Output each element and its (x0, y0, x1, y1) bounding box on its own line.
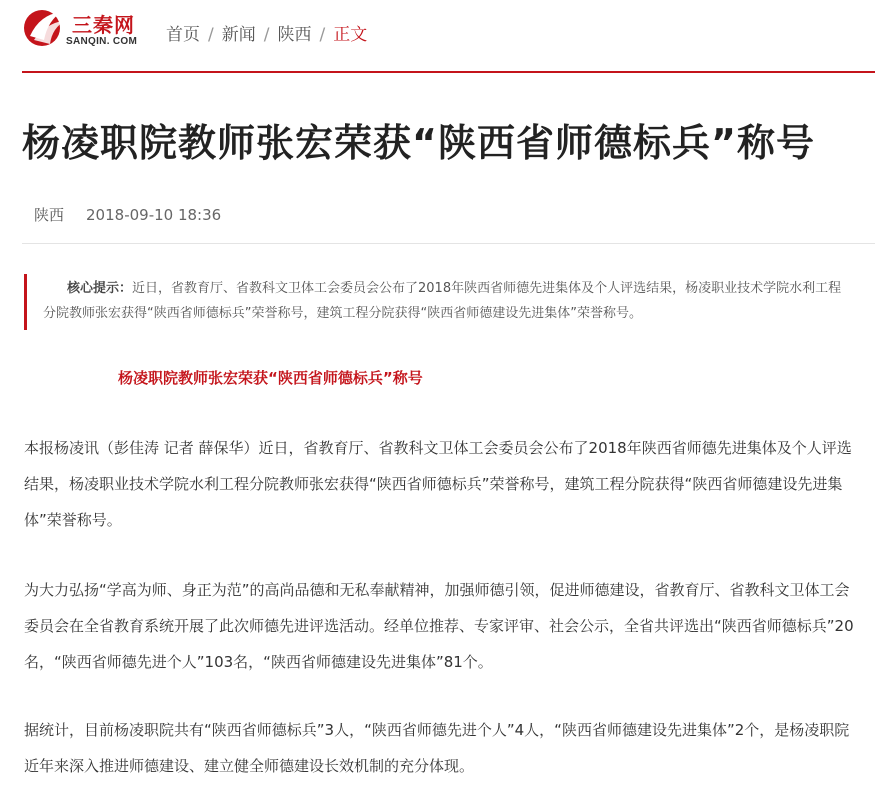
article-meta (34, 204, 221, 225)
breadcrumb (166, 20, 367, 45)
site-header (0, 0, 875, 72)
logo-domain: SANQIN. COM (66, 36, 138, 47)
breadcrumb-separator: / (319, 25, 326, 45)
summary-text-block (43, 276, 851, 326)
summary-text: 近日，省教育厅、省教科文卫体工会委员会公布了2018年陕西省师德先进集体及个人评选结果，杨凌职业技术学院水利工程分院教师张宏获得“陕西省师德标兵”荣誉称号，建筑工程分院获得“陕西省师德建设先进集体”荣誉称号。 (43, 281, 842, 321)
breadcrumb-shaanxi[interactable]: 陕西 (277, 25, 312, 45)
article-category[interactable]: 陕西 (34, 206, 65, 224)
article-summary (24, 274, 853, 330)
article-title: 杨凌职院教师张宏荣获“陕西省师德标兵”称号 (22, 121, 815, 165)
breadcrumb-separator: / (263, 25, 270, 45)
article-paragraph: 据统计，目前杨凌职院共有“陕西省师德标兵”3人，“陕西省师德先进个人”4人，“陕西省师德建设先进集体”2个，是杨凌职院近年来深入推进师德建设、建立健全师德建设长效机制的充分体现。 (24, 721, 850, 775)
logo-emblem-icon (22, 6, 72, 50)
breadcrumb-separator: / (208, 25, 214, 45)
article-datetime: 2018-09-10 18:36 (86, 206, 222, 224)
site-logo[interactable] (22, 6, 142, 50)
article-paragraph: 本报杨凌讯（彭佳涛 记者 薛保华）近日，省教育厅、省教科文卫体工会委员会公布了2018年陕西省师德先进集体及个人评选结果，杨凌职业技术学院水利工程分院教师张宏获得“陕西省师德标兵”荣誉称号，建筑工程分院获得“陕西省师德建设先进集体”荣誉称号。 (24, 439, 852, 529)
article-paragraph: 为大力弘扬“学高为师、身正为范”的高尚品德和无私奉献精神，加强师德引领，促进师德建设，省教育厅、省教科文卫体工会委员会在全省教育系统开展了此次师德先进评选活动。经单位推荐、专家评审、社会公示，全省共评选出“陕西省师德标兵”20名，“陕西省师德先进个人”103名，“陕西省师德建设先进集体”81个。 (24, 581, 854, 671)
summary-label: 核心提示： (67, 281, 133, 296)
header-divider (22, 71, 875, 73)
breadcrumb-news[interactable]: 新闻 (221, 25, 256, 45)
logo-text: 三秦网 (72, 13, 135, 37)
meta-divider (22, 243, 875, 244)
article-subtitle: 杨凌职院教师张宏荣获“陕西省师德标兵”称号 (118, 369, 423, 387)
breadcrumb-current: 正文 (333, 25, 368, 45)
breadcrumb-home[interactable]: 首页 (166, 25, 200, 45)
